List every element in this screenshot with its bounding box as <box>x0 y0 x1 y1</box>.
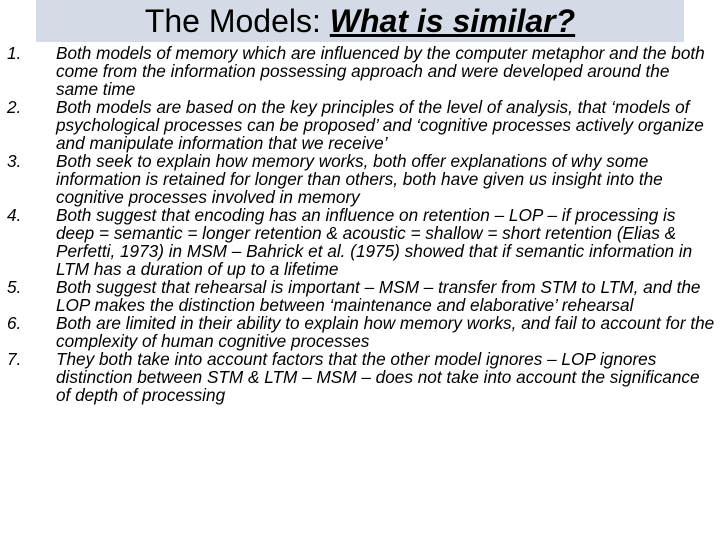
item-text: Both suggest that encoding has an influence on retention – LOP – if processing is deep = semantic = longer retention & acoustic = shallow = short retention (Elias & Perfetti, 1973) in MSM – Bahrick et al. (1975) showed that if semantic information in LTM has a duration of up to a lifetime <box>56 205 693 279</box>
list-item <box>0 44 720 98</box>
item-text: Both seek to explain how memory works, both offer explanations of why some information is retained for longer than others, both have given us insight into the cognitive processes involved in memory <box>56 151 663 207</box>
item-number: 4. <box>7 205 22 225</box>
item-number: 2. <box>7 97 22 117</box>
list-item <box>0 152 720 206</box>
item-number: 5. <box>7 277 22 297</box>
item-number: 1. <box>7 43 22 63</box>
title-bar <box>36 0 684 42</box>
title-emphasis: What is similar? <box>329 3 576 39</box>
item-text: Both suggest that rehearsal is important – MSM – transfer from STM to LTM, and the LOP makes the distinction between ‘maintenance and elaborative’ rehearsal <box>56 277 701 315</box>
item-text: They both take into account factors that the other model ignores – LOP ignores distinction between STM & LTM – MSM – does not take into account the significance of depth of processing <box>56 349 700 405</box>
item-number: 7. <box>7 349 22 369</box>
item-text: Both models are based on the key principles of the level of analysis, that ‘models of psychological processes can be proposed’ and ‘cognitive processes actively organize and manipulate information that we receive’ <box>56 97 704 153</box>
list-item <box>0 350 720 404</box>
slide-title <box>145 0 575 42</box>
item-number: 3. <box>7 151 22 171</box>
title-plain: The Models: <box>144 3 330 39</box>
list-item <box>0 314 720 350</box>
list-item <box>0 206 720 278</box>
item-text: Both are limited in their ability to explain how memory works, and fail to account for the complexity of human cognitive processes <box>56 313 715 351</box>
item-text: Both models of memory which are influenced by the computer metaphor and the both come from the information possessing approach and were developed around the same time <box>56 43 705 99</box>
list-item <box>0 278 720 314</box>
numbered-list <box>0 44 720 404</box>
item-number: 6. <box>7 313 22 333</box>
list-item <box>0 98 720 152</box>
